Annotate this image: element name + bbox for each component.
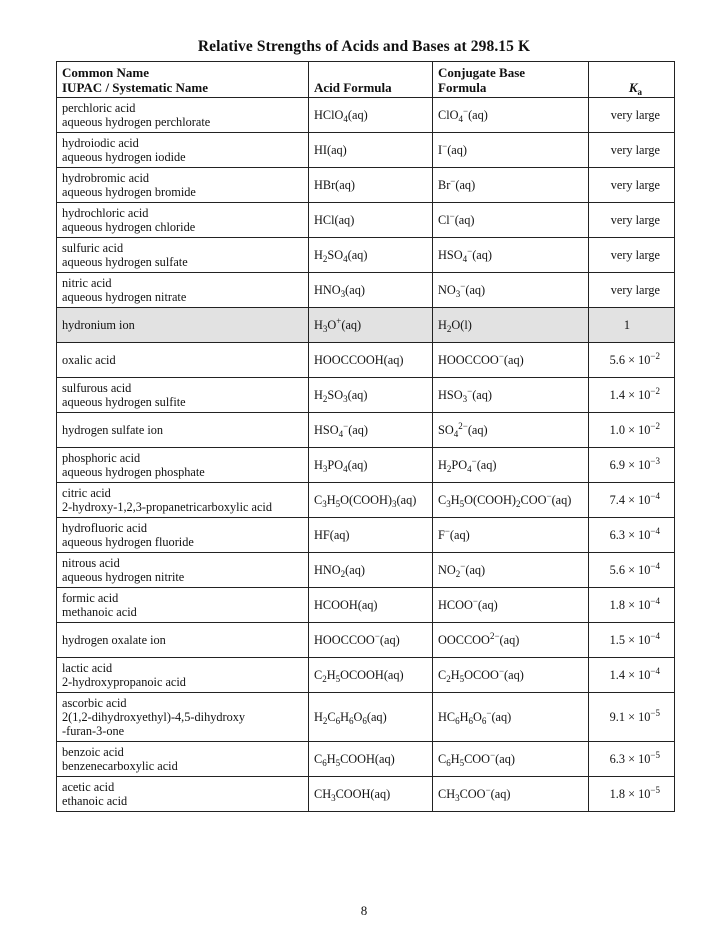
table-row — [57, 98, 675, 133]
conjugate-base-formula: $HC_6H_6O_6^-(aq)$ — [433, 693, 589, 742]
common-name: hydrogen sulfate ion — [62, 423, 164, 437]
name-cell — [57, 777, 309, 812]
ka-value — [589, 273, 675, 308]
iupac-name-continued: -furan-3-one — [62, 724, 125, 738]
common-name: hydroiodic acid — [62, 136, 139, 150]
conjugate-base-formula: $NO_3^-(aq)$ — [433, 273, 589, 308]
common-name: hydronium ion — [62, 318, 135, 332]
conjugate-base-formula: $H_2O(l)$ — [433, 308, 589, 343]
common-name: acetic acid — [62, 780, 115, 794]
ka-value — [589, 308, 675, 343]
conjugate-base-formula: $H_2PO_4^-(aq)$ — [433, 448, 589, 483]
iupac-name: ethanoic acid — [62, 794, 128, 808]
common-name: citric acid — [62, 486, 111, 500]
acid-formula: $CH_3COOH(aq)$ — [309, 777, 433, 812]
iupac-name: 2-hydroxypropanoic acid — [62, 675, 186, 689]
iupac-name: aqueous hydrogen nitrate — [62, 290, 187, 304]
ka-mantissa: 5.6 × 10 — [609, 353, 651, 367]
ka-mantissa: very large — [610, 248, 660, 262]
ka-mantissa: very large — [610, 143, 660, 157]
table-row — [57, 588, 675, 623]
name-cell — [57, 413, 309, 448]
name-cell — [57, 553, 309, 588]
header-ka — [589, 62, 675, 98]
iupac-name: aqueous hydrogen sulfate — [62, 255, 188, 269]
acid-formula: HBr(aq) — [309, 168, 433, 203]
header-acid-formula: Acid Formula — [309, 62, 433, 98]
name-cell — [57, 168, 309, 203]
conjugate-base-formula: $C_6H_5COO^-(aq)$ — [433, 742, 589, 777]
header-ka-symbol: K — [628, 80, 638, 95]
ka-value — [589, 98, 675, 133]
ka-mantissa: 6.3 × 10 — [609, 528, 651, 542]
name-cell — [57, 133, 309, 168]
iupac-name: aqueous hydrogen bromide — [62, 185, 196, 199]
conjugate-base-formula: ClO$_4$−(aq) — [433, 98, 589, 133]
acid-formula: $C_2H_5OCOOH(aq)$ — [309, 658, 433, 693]
common-name: hydrobromic acid — [62, 171, 150, 185]
iupac-name: 2(1,2-dihydroxyethyl)-4,5-dihydroxy — [62, 710, 246, 724]
ka-value — [589, 343, 675, 378]
common-name: lactic acid — [62, 661, 113, 675]
table-row — [57, 448, 675, 483]
common-name: sulfuric acid — [62, 241, 124, 255]
ka-exponent: −2 — [650, 421, 660, 431]
conjugate-base-formula: $C_3H_5O(COOH)_2COO^-(aq)$ — [433, 483, 589, 518]
name-cell — [57, 658, 309, 693]
acid-formula: $C_6H_5COOH(aq)$ — [309, 742, 433, 777]
ka-exponent: −4 — [650, 631, 660, 641]
table-row — [57, 553, 675, 588]
ka-mantissa: 7.4 × 10 — [609, 493, 651, 507]
ka-value — [589, 658, 675, 693]
ka-value — [589, 693, 675, 742]
name-cell — [57, 378, 309, 413]
common-name: nitrous acid — [62, 556, 120, 570]
ka-value — [589, 483, 675, 518]
table-row — [57, 693, 675, 742]
ka-mantissa: 1.0 × 10 — [609, 423, 651, 437]
table-row — [57, 133, 675, 168]
acid-formula: HOOCCOOH(aq) — [309, 343, 433, 378]
ka-value — [589, 203, 675, 238]
name-cell — [57, 203, 309, 238]
conjugate-base-formula: HCOO−(aq) — [433, 588, 589, 623]
ka-value — [589, 378, 675, 413]
ka-exponent: −4 — [650, 491, 660, 501]
ka-mantissa: 1.4 × 10 — [609, 668, 651, 682]
acid-formula: HI(aq) — [309, 133, 433, 168]
ka-mantissa: 1.8 × 10 — [609, 598, 651, 612]
name-cell — [57, 98, 309, 133]
ka-value — [589, 553, 675, 588]
acid-formula: $HNO_3(aq)$ — [309, 273, 433, 308]
ka-exponent: −2 — [650, 386, 660, 396]
acid-formula: HCOOH(aq) — [309, 588, 433, 623]
ka-value — [589, 518, 675, 553]
ka-mantissa: very large — [610, 283, 660, 297]
common-name: oxalic acid — [62, 353, 116, 367]
conjugate-base-formula: F−(aq) — [433, 518, 589, 553]
table-body — [57, 98, 675, 812]
iupac-name: 2-hydroxy-1,2,3-propanetricarboxylic acid — [62, 500, 272, 514]
name-cell — [57, 588, 309, 623]
name-cell — [57, 623, 309, 658]
ka-value — [589, 133, 675, 168]
ka-value — [589, 238, 675, 273]
conjugate-base-formula: $OOCCOO^{2-}(aq)$ — [433, 623, 589, 658]
table-row — [57, 623, 675, 658]
common-name: ascorbic acid — [62, 696, 127, 710]
header-conjugate-base-line2: Formula — [438, 80, 487, 95]
acid-formula: $HSO_4^-(aq)$ — [309, 413, 433, 448]
header-conjugate-base — [433, 62, 589, 98]
ka-exponent: −5 — [650, 750, 660, 760]
table-row — [57, 238, 675, 273]
iupac-name: aqueous hydrogen phosphate — [62, 465, 205, 479]
common-name: formic acid — [62, 591, 119, 605]
table-row — [57, 658, 675, 693]
ka-mantissa: very large — [610, 108, 660, 122]
page-number: 8 — [360, 903, 368, 918]
ka-value — [589, 777, 675, 812]
ka-mantissa: 1 — [623, 318, 631, 332]
acid-formula: HF(aq) — [309, 518, 433, 553]
ka-exponent: −2 — [650, 351, 660, 361]
conjugate-base-formula: $HSO_4^-(aq)$ — [433, 238, 589, 273]
common-name: benzoic acid — [62, 745, 124, 759]
table-row — [57, 203, 675, 238]
header-conjugate-base-line1: Conjugate Base — [438, 65, 526, 80]
ka-exponent: −4 — [650, 561, 660, 571]
conjugate-base-formula: $NO_2^-(aq)$ — [433, 553, 589, 588]
table-header-row — [57, 62, 675, 98]
iupac-name: aqueous hydrogen iodide — [62, 150, 186, 164]
acid-formula: HClO$_4$(aq) — [309, 98, 433, 133]
ka-exponent: −5 — [650, 708, 660, 718]
common-name: hydrochloric acid — [62, 206, 149, 220]
acid-formula: $C_3H_5O(COOH)_3(aq)$ — [309, 483, 433, 518]
ka-mantissa: 1.5 × 10 — [609, 633, 651, 647]
common-name: hydrofluoric acid — [62, 521, 148, 535]
page-title: Relative Strengths of Acids and Bases at 298.15 K — [197, 38, 531, 55]
table-row — [57, 308, 675, 343]
acid-formula: HOOCCOO−(aq) — [309, 623, 433, 658]
iupac-name: aqueous hydrogen sulfite — [62, 395, 186, 409]
table-row — [57, 378, 675, 413]
conjugate-base-formula: Cl−(aq) — [433, 203, 589, 238]
name-cell — [57, 448, 309, 483]
name-cell — [57, 273, 309, 308]
table-row — [57, 518, 675, 553]
acid-formula: HCl(aq) — [309, 203, 433, 238]
common-name: perchloric acid — [62, 101, 136, 115]
name-cell — [57, 308, 309, 343]
name-cell — [57, 693, 309, 742]
ka-exponent: −5 — [650, 785, 660, 795]
iupac-name: methanoic acid — [62, 605, 137, 619]
common-name: sulfurous acid — [62, 381, 132, 395]
iupac-name: aqueous hydrogen fluoride — [62, 535, 194, 549]
ka-mantissa: 6.3 × 10 — [609, 752, 651, 766]
ka-exponent: −4 — [650, 596, 660, 606]
table-row — [57, 777, 675, 812]
header-common-name: Common Name — [62, 65, 150, 80]
conjugate-base-formula: $CH_3COO^-(aq)$ — [433, 777, 589, 812]
header-iupac-name: IUPAC / Systematic Name — [62, 80, 208, 95]
ka-exponent: −4 — [650, 526, 660, 536]
conjugate-base-formula: I−(aq) — [433, 133, 589, 168]
name-cell — [57, 343, 309, 378]
acid-formula: $H_2SO_4(aq)$ — [309, 238, 433, 273]
common-name: hydrogen oxalate ion — [62, 633, 166, 647]
ka-value — [589, 413, 675, 448]
iupac-name: aqueous hydrogen chloride — [62, 220, 196, 234]
ka-mantissa: 9.1 × 10 — [609, 710, 651, 724]
table-row — [57, 343, 675, 378]
ka-mantissa: 6.9 × 10 — [609, 458, 651, 472]
header-name — [57, 62, 309, 98]
common-name: nitric acid — [62, 276, 112, 290]
table-row — [57, 413, 675, 448]
ka-mantissa: 1.4 × 10 — [609, 388, 651, 402]
acid-formula: $H_2SO_3(aq)$ — [309, 378, 433, 413]
name-cell — [57, 238, 309, 273]
conjugate-base-formula: Br−(aq) — [433, 168, 589, 203]
ka-value — [589, 742, 675, 777]
conjugate-base-formula: HOOCCOO−(aq) — [433, 343, 589, 378]
ka-mantissa: 5.6 × 10 — [609, 563, 651, 577]
conjugate-base-formula: $HSO_3^-(aq)$ — [433, 378, 589, 413]
table-row — [57, 483, 675, 518]
table-row — [57, 168, 675, 203]
ka-exponent: −4 — [650, 666, 660, 676]
table-row — [57, 742, 675, 777]
acid-formula: $H_3O^+(aq)$ — [309, 308, 433, 343]
header-ka-subscript: a — [637, 87, 642, 97]
ka-value — [589, 448, 675, 483]
ka-mantissa: very large — [610, 178, 660, 192]
name-cell — [57, 518, 309, 553]
conjugate-base-formula: $SO_4^{2-}(aq)$ — [433, 413, 589, 448]
name-cell — [57, 483, 309, 518]
acid-formula: $H_2C_6H_6O_6(aq)$ — [309, 693, 433, 742]
ka-value — [589, 168, 675, 203]
ka-value — [589, 623, 675, 658]
acid-formula: $HNO_2(aq)$ — [309, 553, 433, 588]
ka-mantissa: very large — [610, 213, 660, 227]
ka-value — [589, 588, 675, 623]
common-name: phosphoric acid — [62, 451, 141, 465]
acid-formula: $H_3PO_4(aq)$ — [309, 448, 433, 483]
ka-mantissa: 1.8 × 10 — [609, 787, 651, 801]
iupac-name: benzenecarboxylic acid — [62, 759, 178, 773]
name-cell — [57, 742, 309, 777]
acid-strength-table — [56, 61, 675, 812]
ka-exponent: −3 — [650, 456, 660, 466]
conjugate-base-formula: $C_2H_5OCOO^-(aq)$ — [433, 658, 589, 693]
iupac-name: aqueous hydrogen perchlorate — [62, 115, 211, 129]
iupac-name: aqueous hydrogen nitrite — [62, 570, 185, 584]
table-row — [57, 273, 675, 308]
